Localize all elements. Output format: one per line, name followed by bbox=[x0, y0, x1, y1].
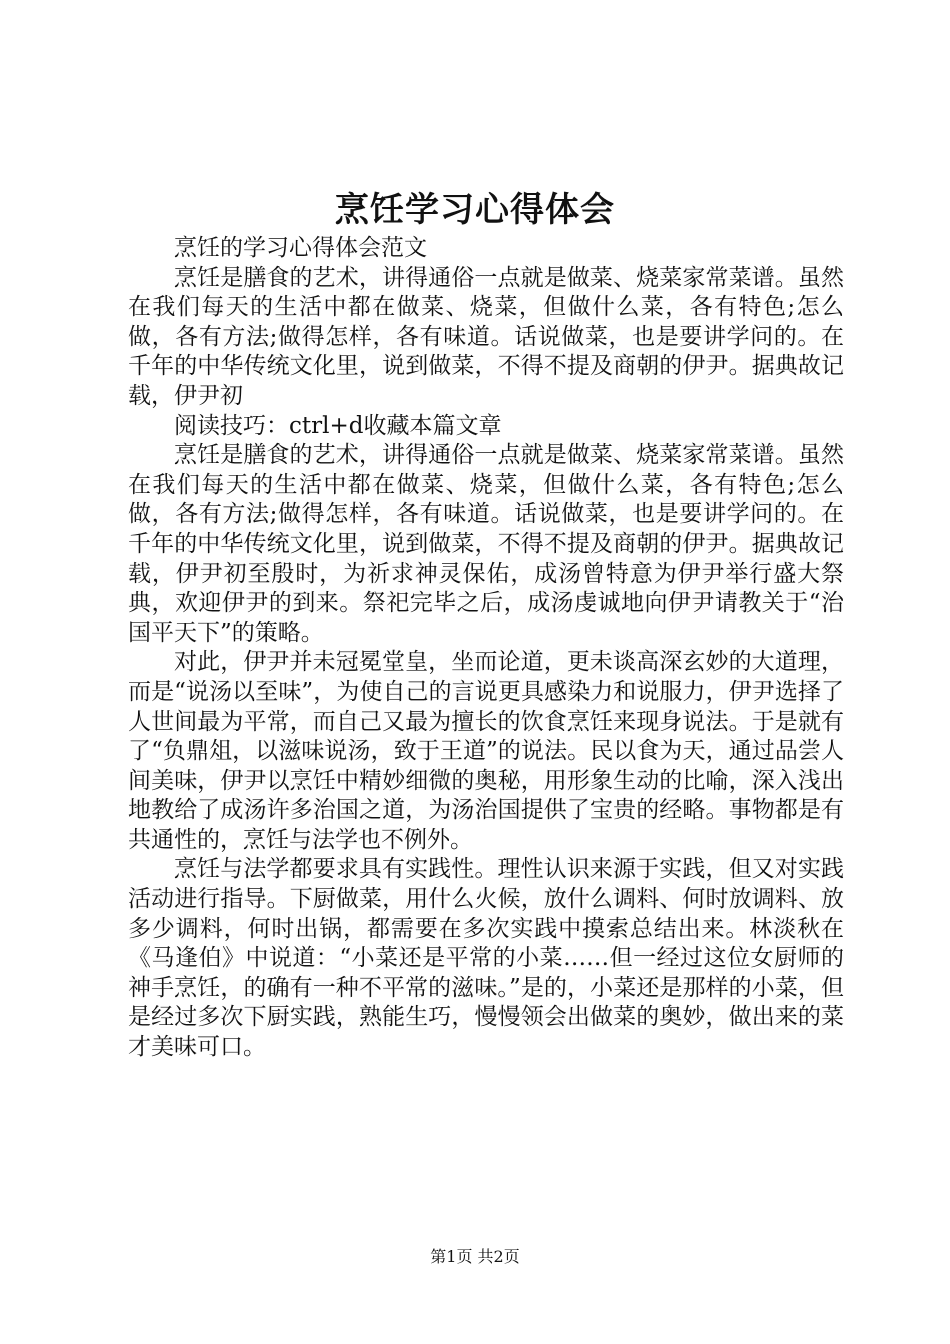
paragraph-main-3: 烹饪与法学都要求具有实践性。理性认识来源于实践，但又对实践活动进行指导。下厨做菜，用什么火候，放什么调料、何时放调料、放多少调料，何时出锅，都需要在多次实践中摸索总结出来。林淡秋在《马逢伯》中说道：“小菜还是平常的小菜……但一经过这位女厨师的神手烹饪，的确有一种不平常的滋味。”是的，小菜还是那样的小菜，但是经过多次下厨实践，熟能生巧，慢慢领会出做菜的奥妙，做出来的菜才美味可口。 bbox=[128, 856, 844, 1061]
page-footer: 第1页 共2页 bbox=[430, 1247, 520, 1266]
paragraph-subtitle: 烹饪的学习心得体会范文 bbox=[174, 235, 427, 261]
page-title: 烹饪学习心得体会 bbox=[335, 190, 615, 230]
paragraph-main-2: 对此，伊尹并未冠冕堂皇，坐而论道，更未谈高深玄妙的大道理，而是“说汤以至味”，为使自己的言说更具感染力和说服力，伊尹选择了人世间最为平常，而自己又最为擅长的饮食烹饪来现身说法。于是就有了“负鼎俎，以滋味说汤，致于王道”的说法。民以食为天，通过品尝人间美味，伊尹以烹饪中精妙细微的奥秘，用形象生动的比喻，深入浅出地教给了成汤许多治国之道，为汤治国提供了宝贵的经略。事物都是有共通性的，烹饪与法学也不例外。 bbox=[128, 649, 844, 853]
paragraph-reading-tip: 阅读技巧：ctrl+d收藏本篇文章 bbox=[174, 412, 502, 439]
paragraph-main-1: 烹饪是膳食的艺术，讲得通俗一点就是做菜、烧菜家常菜谱。虽然在我们每天的生活中都在做菜、烧菜，但做什么菜，各有特色;怎么做，各有方法;做得怎样，各有味道。话说做菜，也是要讲学问的。在千年的中华传统文化里，说到做菜，不得不提及商朝的伊尹。据典故记载，伊尹初至殷时，为祈求神灵保佑，成汤曾特意为伊尹举行盛大祭典，欢迎伊尹的到来。祭祀完毕之后，成汤虔诚地向伊尹请教关于“治国平天下”的策略。 bbox=[128, 442, 844, 646]
document-body bbox=[128, 234, 844, 1063]
paragraph-intro: 烹饪是膳食的艺术，讲得通俗一点就是做菜、烧菜家常菜谱。虽然在我们每天的生活中都在做菜、烧菜，但做什么菜，各有特色;怎么做，各有方法;做得怎样，各有味道。话说做菜，也是要讲学问的。在千年的中华传统文化里，说到做菜，不得不提及商朝的伊尹。据典故记载，伊尹初 bbox=[128, 264, 844, 409]
